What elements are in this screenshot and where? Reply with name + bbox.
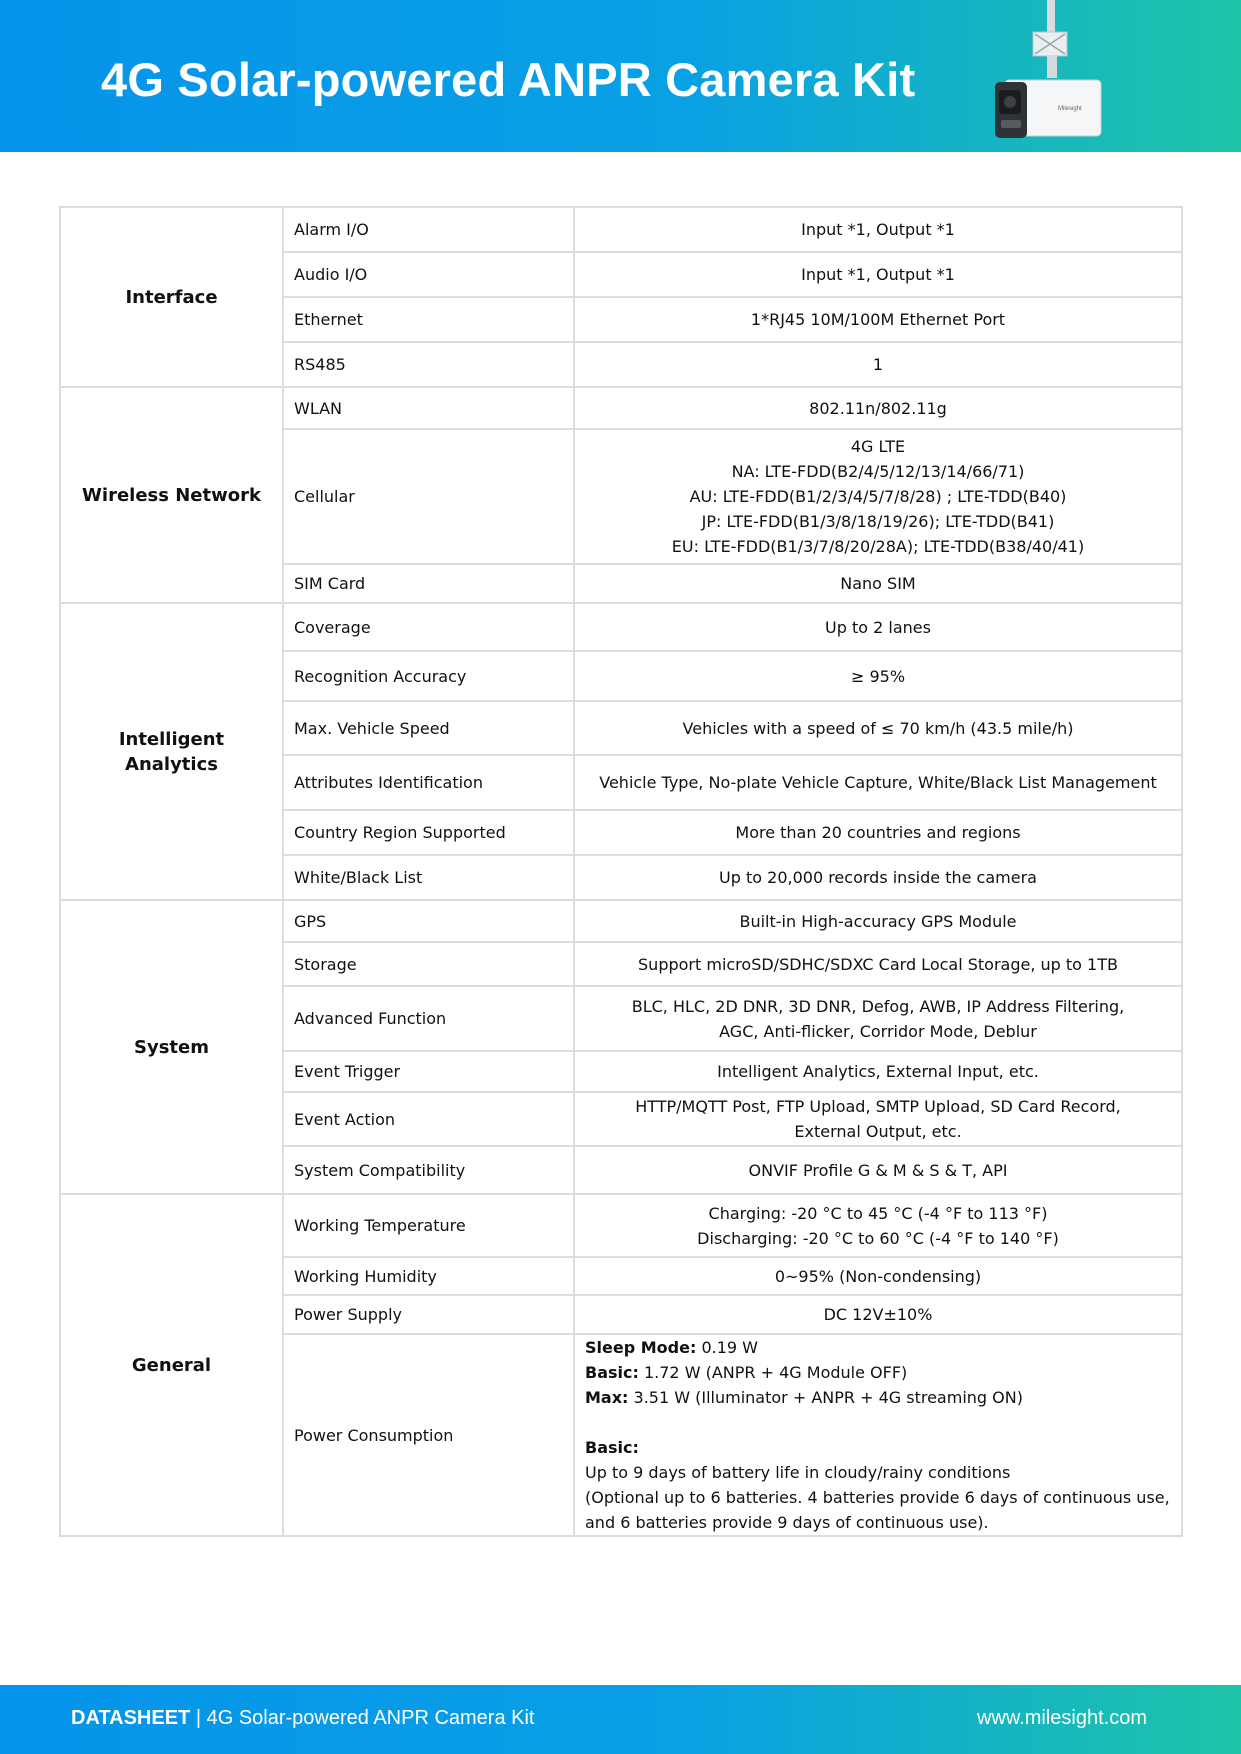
value-sim-card: Nano SIM: [574, 564, 1182, 603]
advanced-function-line: AGC, Anti-flicker, Corridor Mode, Deblur: [719, 1021, 1037, 1041]
table-row: [60, 387, 1182, 429]
param-working-temperature: Working Temperature: [283, 1194, 574, 1257]
param-sim-card: SIM Card: [283, 564, 574, 603]
param-advanced-function: Advanced Function: [283, 986, 574, 1051]
value-attributes-identification: Vehicle Type, No-plate Vehicle Capture, White/Black List Management: [574, 755, 1182, 810]
camera-brand-logo: Milesight: [1058, 106, 1082, 112]
cellular-line: NA: LTE-FDD(B2/4/5/12/13/14/66/71): [731, 462, 1025, 481]
value-white-black-list: Up to 20,000 records inside the camera: [574, 855, 1182, 900]
cellular-line: AU: LTE-FDD(B1/2/3/4/5/7/8/28) ; LTE-TDD(B40): [689, 487, 1067, 506]
param-ethernet: Ethernet: [283, 297, 574, 342]
value-working-temperature: [574, 1194, 1182, 1257]
param-storage: Storage: [283, 942, 574, 986]
footer-separator: |: [190, 1707, 207, 1729]
temperature-line: Charging: -20 °C to 45 °C (-4 °F to 113 °F): [708, 1203, 1048, 1223]
power-max-label: Max:: [585, 1388, 629, 1407]
param-working-humidity: Working Humidity: [283, 1257, 574, 1295]
param-rs485: RS485: [283, 342, 574, 387]
param-max-vehicle-speed: Max. Vehicle Speed: [283, 701, 574, 755]
value-country-region: More than 20 countries and regions: [574, 810, 1182, 855]
param-power-supply: Power Supply: [283, 1295, 574, 1334]
power-sleep-label: Sleep Mode:: [585, 1338, 697, 1357]
param-country-region: Country Region Supported: [283, 810, 574, 855]
value-power-supply: DC 12V±10%: [574, 1295, 1182, 1334]
param-coverage: Coverage: [283, 603, 574, 651]
param-white-black-list: White/Black List: [283, 855, 574, 900]
footer-product-name: 4G Solar-powered ANPR Camera Kit: [206, 1707, 535, 1729]
camera-product-image: [985, 0, 1145, 145]
cellular-line: 4G LTE: [850, 437, 906, 456]
value-audio-io: Input *1, Output *1: [574, 252, 1182, 297]
param-audio-io: Audio I/O: [283, 252, 574, 297]
power-sleep-value: 0.19 W: [696, 1338, 758, 1357]
value-cellular: [574, 429, 1182, 564]
battery-note: (Optional up to 6 batteries. 4 batteries provide 6 days of continuous use, and 6 batteries provide 9 days of continuous use).: [585, 1488, 1170, 1532]
power-max-line: [585, 1385, 1171, 1410]
param-cellular: Cellular: [283, 429, 574, 564]
footer-label: [71, 1707, 535, 1730]
param-attributes-identification: Attributes Identification: [283, 755, 574, 810]
battery-line: Up to 9 days of battery life in cloudy/rainy conditions: [585, 1463, 1011, 1482]
value-power-consumption: [574, 1334, 1182, 1536]
param-power-consumption: Power Consumption: [283, 1334, 574, 1536]
power-basic-line: [585, 1360, 1171, 1385]
value-storage: Support microSD/SDHC/SDXC Card Local Storage, up to 1TB: [574, 942, 1182, 986]
category-system: System: [60, 900, 283, 1194]
footer-datasheet-label: DATASHEET: [71, 1707, 191, 1729]
param-alarm-io: Alarm I/O: [283, 207, 574, 252]
power-max-value: 3.51 W (Illuminator + ANPR + 4G streaming ON): [628, 1388, 1023, 1407]
category-general: General: [60, 1194, 283, 1536]
param-gps: GPS: [283, 900, 574, 942]
cellular-line: JP: LTE-FDD(B1/3/8/18/19/26); LTE-TDD(B41): [701, 512, 1055, 531]
table-row: [60, 603, 1182, 651]
table-row: [60, 900, 1182, 942]
temperature-line: Discharging: -20 °C to 60 °C (-4 °F to 140 °F): [697, 1228, 1059, 1248]
value-event-action: [574, 1092, 1182, 1146]
footer-banner: [0, 1685, 1241, 1754]
value-rs485: 1: [574, 342, 1182, 387]
value-max-vehicle-speed: Vehicles with a speed of ≤ 70 km/h (43.5 mile/h): [574, 701, 1182, 755]
power-basic-label: Basic:: [585, 1363, 639, 1382]
value-working-humidity: 0~95% (Non-condensing): [574, 1257, 1182, 1295]
value-advanced-function: [574, 986, 1182, 1051]
param-system-compatibility: System Compatibility: [283, 1146, 574, 1194]
param-wlan: WLAN: [283, 387, 574, 429]
param-event-trigger: Event Trigger: [283, 1051, 574, 1092]
cellular-line: EU: LTE-FDD(B1/3/7/8/20/28A); LTE-TDD(B38/40/41): [671, 537, 1085, 556]
power-basic-value: 1.72 W (ANPR + 4G Module OFF): [638, 1363, 908, 1382]
value-event-trigger: Intelligent Analytics, External Input, etc.: [574, 1051, 1182, 1092]
value-coverage: Up to 2 lanes: [574, 603, 1182, 651]
specifications-table: [59, 206, 1183, 1537]
table-row: [60, 1194, 1182, 1257]
event-action-line: HTTP/MQTT Post, FTP Upload, SMTP Upload, SD Card Record,: [635, 1097, 1121, 1116]
header-banner: [0, 0, 1241, 152]
category-wireless-network: Wireless Network: [60, 387, 283, 603]
advanced-function-line: BLC, HLC, 2D DNR, 3D DNR, Defog, AWB, IP Address Filtering,: [631, 996, 1125, 1016]
spacer: [585, 1410, 1171, 1435]
value-alarm-io: Input *1, Output *1: [574, 207, 1182, 252]
category-interface: Interface: [60, 207, 283, 387]
param-recognition-accuracy: Recognition Accuracy: [283, 651, 574, 701]
value-system-compatibility: ONVIF Profile G & M & S & T, API: [574, 1146, 1182, 1194]
value-wlan: 802.11n/802.11g: [574, 387, 1182, 429]
param-event-action: Event Action: [283, 1092, 574, 1146]
battery-label: Basic:: [585, 1438, 639, 1457]
footer-website-link[interactable]: www.milesight.com: [976, 1707, 1147, 1729]
value-gps: Built-in High-accuracy GPS Module: [574, 900, 1182, 942]
power-sleep-line: [585, 1335, 1171, 1360]
value-recognition-accuracy: ≥ 95%: [574, 651, 1182, 701]
table-row: [60, 207, 1182, 252]
event-action-line: External Output, etc.: [794, 1122, 962, 1141]
page-title: 4G Solar-powered ANPR Camera Kit: [101, 53, 916, 106]
category-intelligent-analytics: Intelligent Analytics: [60, 603, 283, 900]
value-ethernet: 1*RJ45 10M/100M Ethernet Port: [574, 297, 1182, 342]
